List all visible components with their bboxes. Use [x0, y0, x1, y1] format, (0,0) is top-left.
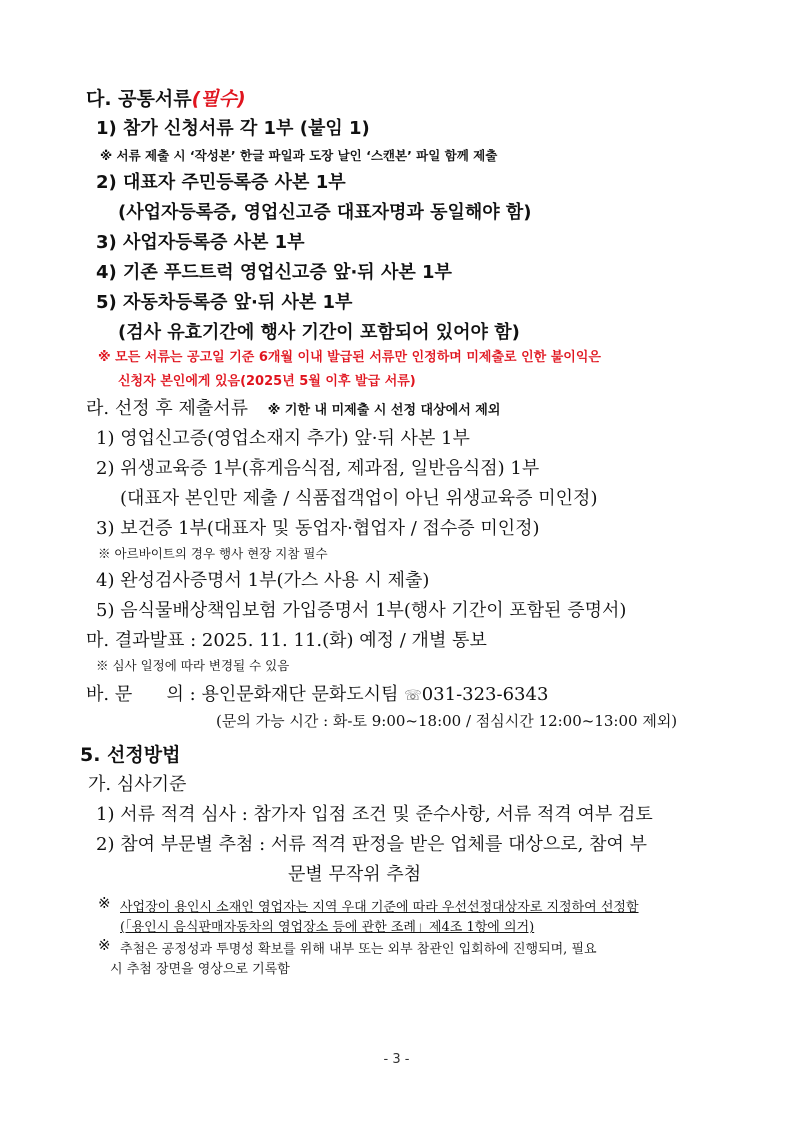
note-2-mark: ※	[98, 936, 111, 954]
contact-hours: (문의 가능 시간 : 화-토 9:00~18:00 / 점심시간 12:00~13:00 제외)	[216, 712, 678, 730]
section-ra-title: 라. 선정 후 제출서류	[86, 398, 248, 419]
section-da-title: 다. 공통서류	[86, 88, 192, 110]
note-1-line-1: 사업장이 용인시 소재인 영업자는 지역 우대 기준에 따라 우선선정대상자로 지정하여 선정함	[120, 900, 639, 915]
section-ma-note: ※ 심사 일정에 따라 변경될 수 있음	[96, 658, 290, 673]
ra-item-3-note: ※ 아르바이트의 경우 행사 현장 지참 필수	[98, 546, 328, 561]
section-ra-note: ※ 기한 내 미제출 시 선정 대상에서 제외	[267, 403, 501, 418]
da-item-5-sub: (검사 유효기간에 행사 기간이 포함되어 있어야 함)	[118, 322, 520, 343]
da-item-3: 3) 사업자등록증 사본 1부	[96, 232, 305, 253]
da-warning-line-2: 신청자 본인에게 있음(2025년 5월 이후 발급 서류)	[118, 374, 416, 389]
section-5-title: 5. 선정방법	[80, 744, 181, 766]
da-item-5: 5) 자동차등록증 앞·뒤 사본 1부	[96, 292, 353, 313]
page-number: - 3 -	[383, 1052, 410, 1067]
section-5-subtitle: 가. 심사기준	[88, 774, 187, 795]
ra-item-3: 3) 보건증 1부(대표자 및 동업자·협업자 / 접수증 미인정)	[96, 518, 540, 539]
note-2-line-1: 추첨은 공정성과 투명성 확보를 위해 내부 또는 외부 참관인 입회하에 진행되며, 필요	[120, 942, 597, 957]
section-ra-heading	[86, 394, 500, 420]
note-1-line-2: (「용인시 음식판매자동차의 영업장소 등에 관한 조례」제4조 1항에 의거)	[120, 920, 535, 935]
ra-item-4: 4) 완성검사증명서 1부(가스 사용 시 제출)	[96, 570, 430, 591]
da-note-1: ※ 서류 제출 시 ‘작성본’ 한글 파일과 도장 날인 ‘스캔본’ 파일 함께 제출	[100, 148, 498, 163]
da-item-2-sub: (사업자등록증, 영업신고증 대표자명과 동일해야 함)	[118, 202, 532, 223]
da-item-1: 1) 참가 신청서류 각 1부 (붙임 1)	[96, 118, 370, 139]
ra-item-2-sub: (대표자 본인만 제출 / 식품접객업이 아닌 위생교육증 미인정)	[120, 488, 598, 509]
criteria-item-1: 1) 서류 적격 심사 : 참가자 입점 조건 및 준수사항, 서류 적격 여부 검토	[96, 804, 653, 825]
section-ba-contact	[86, 680, 548, 706]
da-warning-line-1: ※ 모든 서류는 공고일 기준 6개월 이내 발급된 서류만 인정하며 미제출로 인한 불이익은	[98, 350, 601, 365]
contact-label: 바. 문 의 :	[86, 684, 196, 705]
ra-item-2: 2) 위생교육증 1부(휴게음식점, 제과점, 일반음식점) 1부	[96, 458, 540, 479]
contact-org: 용인문화재단 문화도시팀	[201, 684, 399, 705]
section-da-heading	[86, 84, 246, 111]
required-tag: (필수)	[191, 88, 246, 110]
contact-phone: 031-323-6343	[421, 684, 549, 705]
criteria-item-2-cont: 문별 무작위 추첨	[288, 864, 422, 885]
ra-item-1: 1) 영업신고증(영업소재지 추가) 앞·뒤 사본 1부	[96, 428, 470, 449]
phone-icon: ☏	[404, 688, 422, 704]
da-item-2: 2) 대표자 주민등록증 사본 1부	[96, 172, 346, 193]
da-item-4: 4) 기존 푸드트럭 영업신고증 앞·뒤 사본 1부	[96, 262, 452, 283]
ra-item-5: 5) 음식물배상책임보험 가입증명서 1부(행사 기간이 포함된 증명서)	[96, 600, 627, 621]
section-ma-result: 마. 결과발표 : 2025. 11. 11.(화) 예정 / 개별 통보	[86, 630, 487, 651]
note-2-line-2: 시 추첨 장면을 영상으로 기록함	[110, 962, 290, 977]
note-1-mark: ※	[98, 894, 111, 912]
criteria-item-2: 2) 참여 부문별 추첨 : 서류 적격 판정을 받은 업체를 대상으로, 참여 부	[96, 834, 648, 855]
